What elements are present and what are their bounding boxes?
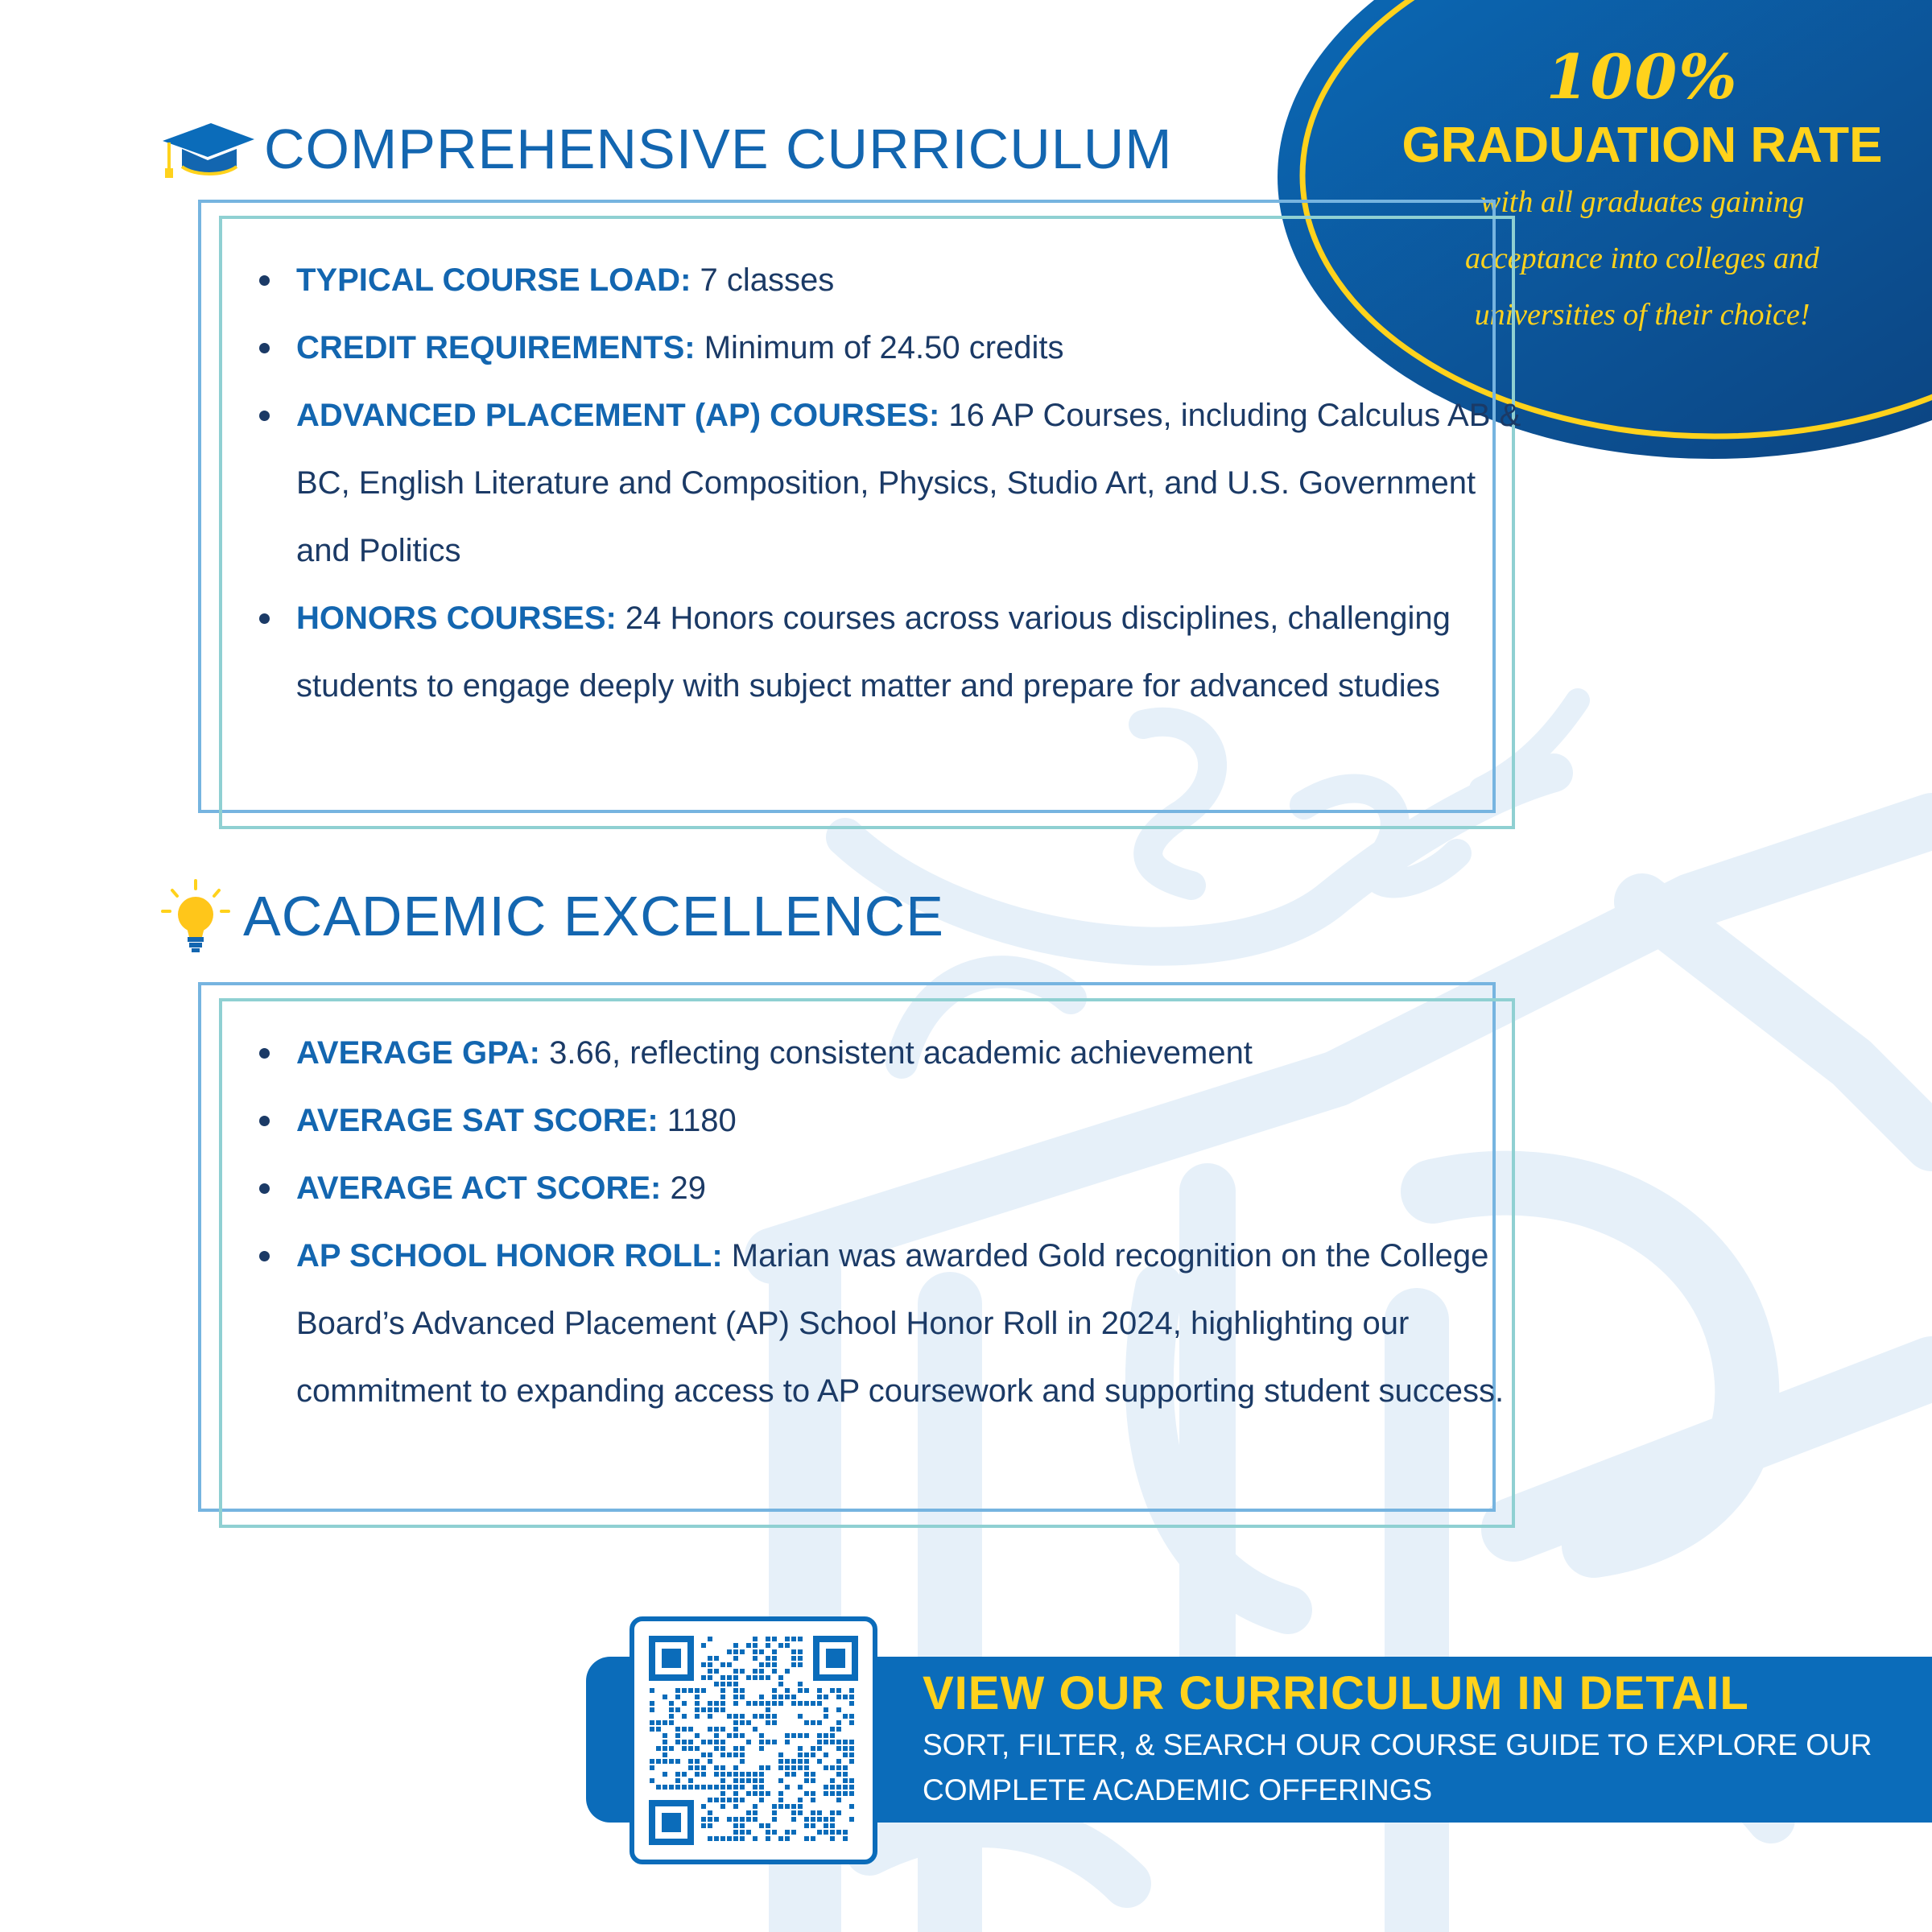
list-item: HONORS COURSES: 24 Honors courses across various disciplines, challenging students to engage deeply with subject matter and prepare for advanced studies [198,584,1536,720]
lightbulb-icon [161,877,230,955]
section-title: ACADEMIC EXCELLENCE [243,885,944,947]
cta-subtitle: SORT, FILTER, & SEARCH OUR COURSE GUIDE TO EXPLORE OUR COMPLETE ACADEMIC OFFERINGS [923,1728,1872,1806]
graduation-rate-subtitle: with all graduates gaining acceptance into colleges and universities of their choice! [1464,185,1819,332]
list-item: ADVANCED PLACEMENT (AP) COURSES: 16 AP Courses, including Calculus AB & BC, English Literature and Composition, Physics, Studio Art, and U.S. Government and Politics [198,382,1536,584]
list-item: AVERAGE ACT SCORE: 29 [198,1154,1536,1222]
curriculum-heading [159,117,1173,181]
qr-code-icon [649,1636,858,1845]
list-item: AVERAGE SAT SCORE: 1180 [198,1087,1536,1154]
section-title: COMPREHENSIVE CURRICULUM [264,118,1173,180]
excellence-box [198,982,1515,1528]
graduation-percent: 100% [1546,41,1739,113]
list-item: TYPICAL COURSE LOAD: 7 classes [198,246,1536,314]
curriculum-list [198,246,1536,720]
list-item: AVERAGE GPA: 3.66, reflecting consistent academic achievement [198,1019,1536,1087]
excellence-list [198,1019,1536,1425]
cta-title[interactable]: VIEW OUR CURRICULUM IN DETAIL [923,1667,1749,1719]
list-item: AP SCHOOL HONOR ROLL: Marian was awarded Gold recognition on the College Board’s Advanced Placement (AP) School Honor Roll in 2024, highlighting our commitment to expanding access to AP coursework and supporting student success. [198,1222,1536,1425]
graduation-cap-icon [159,118,258,180]
graduation-rate-title: GRADUATION RATE [1402,118,1883,173]
list-item: CREDIT REQUIREMENTS: Minimum of 24.50 credits [198,314,1536,382]
excellence-heading [161,877,944,955]
qr-code[interactable] [630,1616,877,1864]
curriculum-box [198,200,1521,829]
